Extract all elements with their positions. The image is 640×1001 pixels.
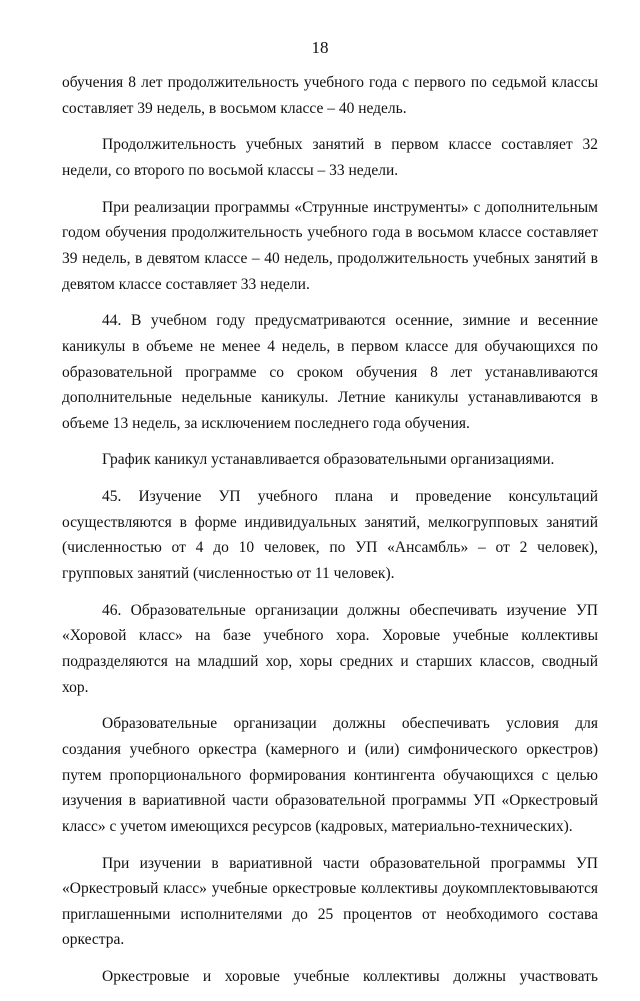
page-number: 18 <box>311 38 329 57</box>
paragraph-string-instruments: При реализации программы «Струнные инструменты» с дополнительным годом обучения продолжительность учебного года в восьмом классе составляет 39 недель, в девятом классе – 40 недель, продолжительность учебных занятий в девятом классе составляет 33 недели. <box>62 198 598 293</box>
paragraph-lesson-duration: Продолжительность учебных занятий в первом классе составляет 32 недели, со второго по восьмой классы – 33 недели. <box>62 136 598 179</box>
paragraph-holiday-schedule: График каникул устанавливается образовательными организациями. <box>102 451 555 469</box>
paragraph-item-46: 46. Образовательные организации должны обеспечивать изучение УП «Хоровой класс» на базе учебного хора. Хоровые учебные коллективы подразделяются на младший хор, хоры средних и старших классов, сводный хор. <box>62 601 598 696</box>
paragraph-item-44: 44. В учебном году предусматриваются осенние, зимние и весенние каникулы в объеме не менее 4 недель, в первом классе для обучающихся по образовательной программе со сроком обучения 8 лет устанавливаются дополнительные недельные каникулы. Летние каникулы устанавливаются в объеме 13 недель, за исключением последнего года обучения. <box>62 312 598 432</box>
paragraph-collectives-participation: Оркестровые и хоровые учебные коллективы должны участвовать <box>102 968 598 986</box>
paragraph-orchestra-conditions: Образовательные организации должны обеспечивать условия для создания учебного оркестра (камерного и (или) симфонического оркестров) путем пропорционального формирования контингента обучающихся с целью изучения в вариативной части образовательной программы УП «Оркестровый класс» с учетом имеющихся ресурсов (кадровых, материально-технических). <box>62 715 598 835</box>
page-body <box>62 70 598 1001</box>
paragraph-continuation: обучения 8 лет продолжительность учебного года с первого по седьмой классы составляет 39 недель, в восьмом классе – 40 недель. <box>62 74 598 117</box>
paragraph-orchestra-staffing: При изучении в вариативной части образовательной программы УП «Оркестровый класс» учебные оркестровые коллективы доукомплектовываются приглашенными исполнителями до 25 процентов от необходимого состава оркестра. <box>62 854 598 949</box>
paragraph-item-45: 45. Изучение УП учебного плана и проведение консультаций осуществляются в форме индивидуальных занятий, мелкогрупповых занятий (численностью от 4 до 10 человек, по УП «Ансамбль» – от 2 человек), групповых занятий (численностью от 11 человек). <box>62 488 598 583</box>
